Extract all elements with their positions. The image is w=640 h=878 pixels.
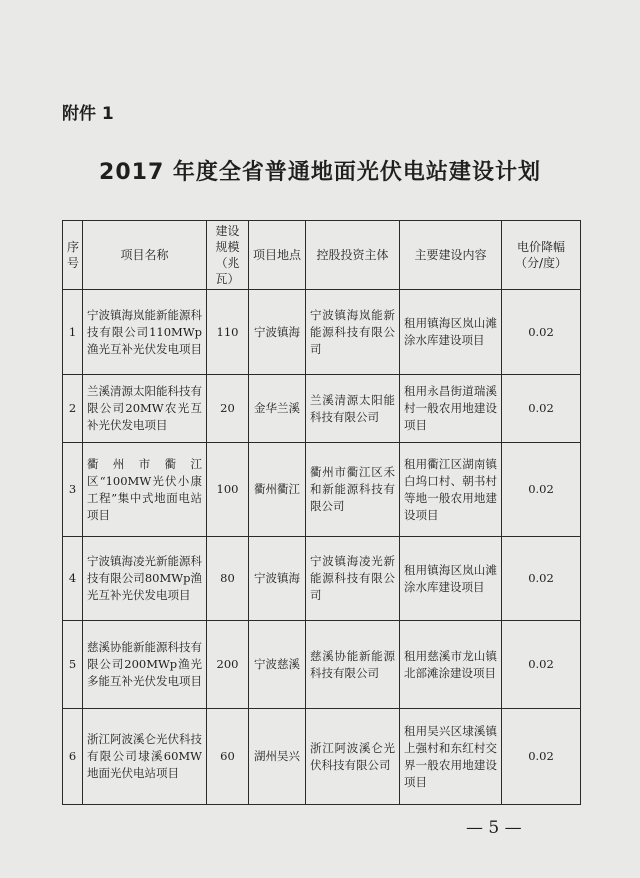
- cell-location: 宁波镇海: [249, 537, 306, 621]
- col-header-content: 主要建设内容: [400, 221, 502, 290]
- table-header-row: [63, 221, 581, 290]
- cell-location: 宁波慈溪: [249, 621, 306, 709]
- cell-index: 4: [63, 537, 83, 621]
- cell-price-drop: 0.02: [502, 709, 581, 805]
- cell-investor: 兰溪清源太阳能科技有限公司: [306, 375, 400, 443]
- document-title: 2017 年度全省普通地面光伏电站建设计划: [99, 160, 541, 185]
- cell-content: 租用吴兴区埭溪镇上强村和东红村交界一般农用地建设项目: [400, 709, 502, 805]
- cell-project-name: 宁波镇海岚能新能源科技有限公司110MWp渔光互补光伏发电项目: [83, 290, 207, 375]
- cell-project-name: 兰溪清源太阳能科技有限公司20MW农光互补光伏发电项目: [83, 375, 207, 443]
- col-header-location: 项目地点: [249, 221, 306, 290]
- table-row: [63, 537, 581, 621]
- construction-plan-table: [62, 220, 581, 805]
- cell-index: 3: [63, 443, 83, 537]
- cell-content: 租用永昌街道瑞溪村一般农用地建设项目: [400, 375, 502, 443]
- attachment-label: 附件 1: [62, 104, 114, 124]
- cell-content: 租用衢江区湖南镇白坞口村、朝书村等地一般农用地建设项目: [400, 443, 502, 537]
- cell-location: 金华兰溪: [249, 375, 306, 443]
- page-number: — 5 —: [466, 818, 522, 838]
- cell-price-drop: 0.02: [502, 537, 581, 621]
- cell-location: 宁波镇海: [249, 290, 306, 375]
- cell-content: 租用镇海区岚山滩涂水库建设项目: [400, 290, 502, 375]
- cell-location: 湖州吴兴: [249, 709, 306, 805]
- col-header-capacity: 建设规模（兆瓦）: [207, 221, 249, 290]
- table-row: [63, 375, 581, 443]
- cell-investor: 慈溪协能新能源科技有限公司: [306, 621, 400, 709]
- cell-index: 6: [63, 709, 83, 805]
- cell-project-name: 慈溪协能新能源科技有限公司200MWp渔光多能互补光伏发电项目: [83, 621, 207, 709]
- cell-project-name: 衢州市衢江区“100MW光伏小康工程”集中式地面电站项目: [83, 443, 207, 537]
- col-header-index: 序号: [63, 221, 83, 290]
- cell-content: 租用慈溪市龙山镇北部滩涂建设项目: [400, 621, 502, 709]
- cell-project-name: 宁波镇海凌光新能源科技有限公司80MWp渔光互补光伏发电项目: [83, 537, 207, 621]
- col-header-investor: 控股投资主体: [306, 221, 400, 290]
- cell-investor: 衢州市衢江区禾和新能源科技有限公司: [306, 443, 400, 537]
- cell-location: 衢州衢江: [249, 443, 306, 537]
- col-header-project-name: 项目名称: [83, 221, 207, 290]
- table-row: [63, 709, 581, 805]
- cell-price-drop: 0.02: [502, 290, 581, 375]
- col-header-price-drop: 电价降幅（分/度）: [502, 221, 581, 290]
- cell-capacity: 110: [207, 290, 249, 375]
- table-row: [63, 290, 581, 375]
- table-row: [63, 621, 581, 709]
- cell-price-drop: 0.02: [502, 443, 581, 537]
- cell-project-name: 浙江阿波溪仑光伏科技有限公司埭溪60MW地面光伏电站项目: [83, 709, 207, 805]
- cell-index: 5: [63, 621, 83, 709]
- cell-capacity: 100: [207, 443, 249, 537]
- cell-index: 2: [63, 375, 83, 443]
- cell-capacity: 80: [207, 537, 249, 621]
- cell-investor: 宁波镇海凌光新能源科技有限公司: [306, 537, 400, 621]
- table-row: [63, 443, 581, 537]
- cell-price-drop: 0.02: [502, 621, 581, 709]
- cell-content: 租用镇海区岚山滩涂水库建设项目: [400, 537, 502, 621]
- cell-capacity: 60: [207, 709, 249, 805]
- cell-price-drop: 0.02: [502, 375, 581, 443]
- cell-capacity: 20: [207, 375, 249, 443]
- cell-capacity: 200: [207, 621, 249, 709]
- cell-index: 1: [63, 290, 83, 375]
- cell-investor: 浙江阿波溪仑光伏科技有限公司: [306, 709, 400, 805]
- cell-investor: 宁波镇海岚能新能源科技有限公司: [306, 290, 400, 375]
